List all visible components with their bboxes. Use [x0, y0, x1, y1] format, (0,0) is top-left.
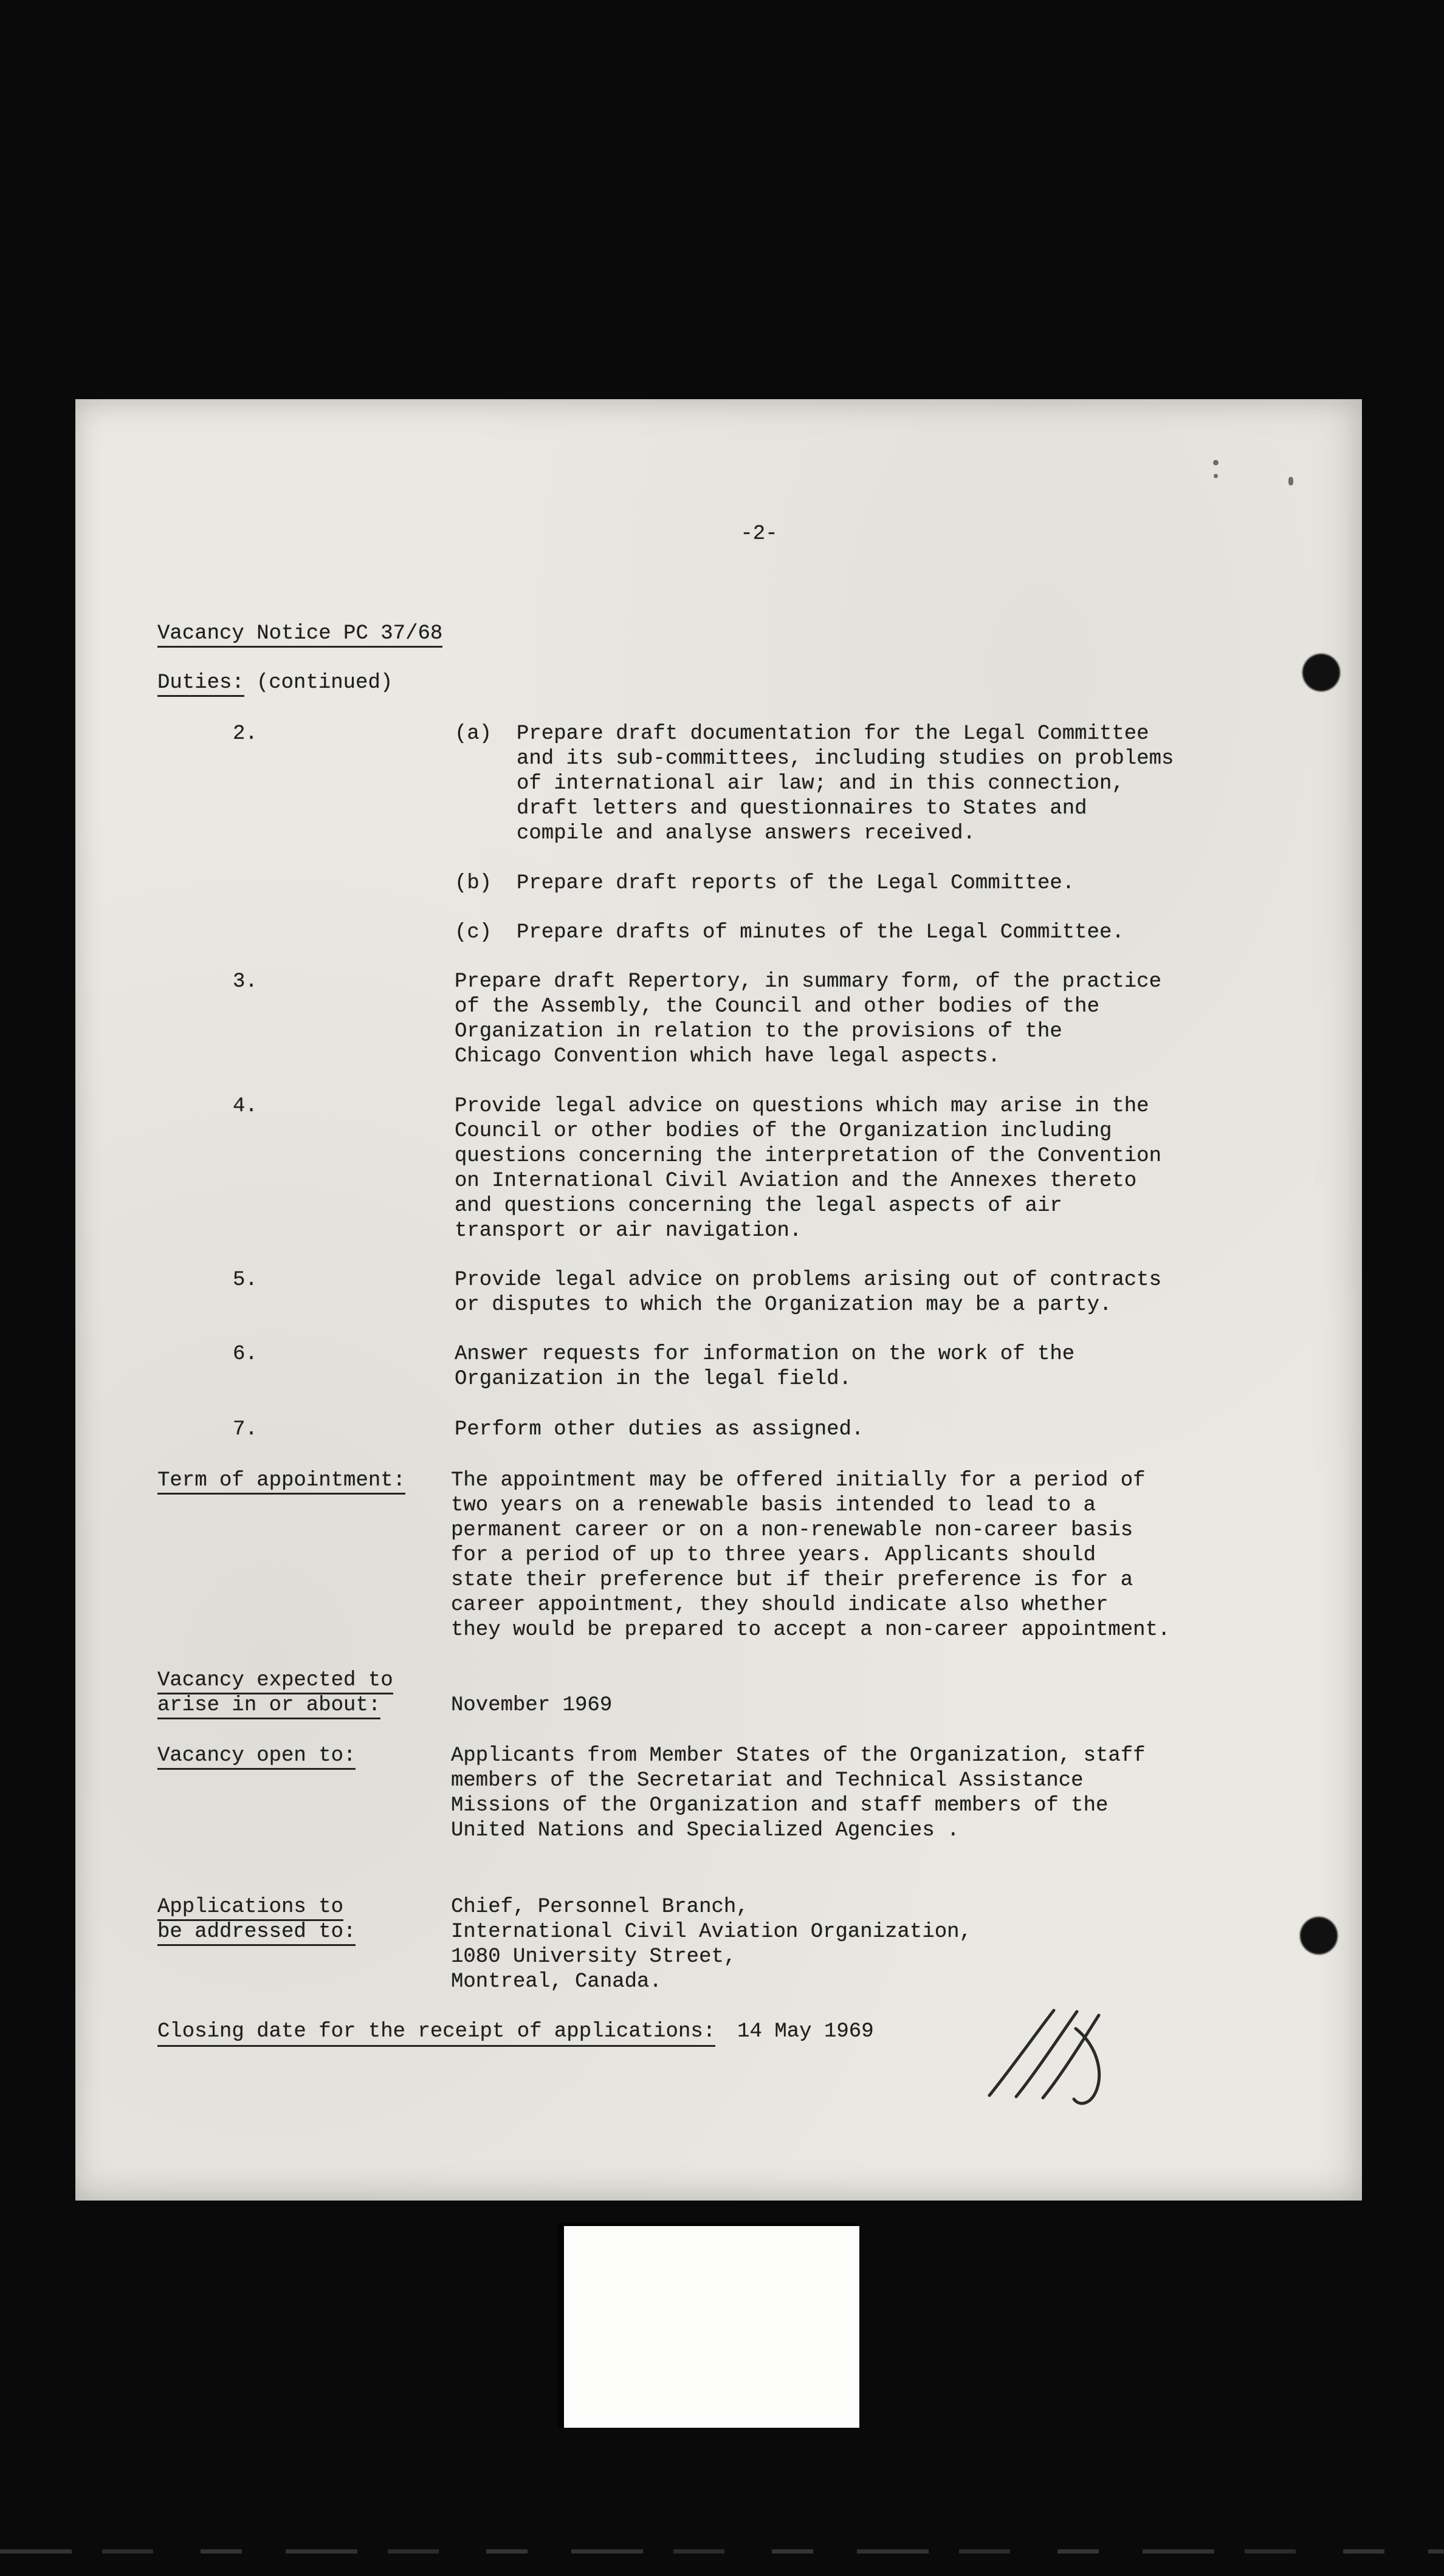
notice-title: Vacancy Notice PC 37/68	[157, 622, 442, 648]
duty-subitem-b	[455, 871, 1264, 896]
applications-label-cell	[157, 1895, 451, 1945]
duties-continued-label: (continued)	[256, 671, 393, 694]
applications-row	[157, 1895, 1264, 1995]
vacancy-open-label: Vacancy open to:	[157, 1744, 356, 1770]
vacancy-open-label-cell	[157, 1744, 451, 1769]
term-label: Term of appointment:	[157, 1469, 405, 1495]
scan-speck	[1213, 460, 1219, 465]
duty-item-4	[157, 1094, 1264, 1244]
duty-item-6	[157, 1342, 1264, 1392]
duty-text: Provide legal advice on questions which may arise in the Council or other bodies of the Organization including questions concerning the interpretation of the Convention on International Civil Aviation and the Annexes thereto and questions concerning the legal aspects of air transport or air navigation.	[455, 1095, 1161, 1242]
subitem-text: Prepare drafts of minutes of the Legal Committee.	[517, 921, 1124, 944]
duty-subitem-c	[455, 920, 1264, 945]
duty-text: Provide legal advice on problems arising out of contracts or disputes to which the Organization may be a party.	[455, 1269, 1161, 1317]
vacancy-expected-label: Vacancy expected to arise in or about:	[157, 1669, 393, 1719]
subitem-text: Prepare draft documentation for the Legal Committee and its sub-committees, including studies on problems of international air law; and in this connection, draft letters and questionnaires to States and compile and analyse answers received.	[517, 722, 1174, 845]
duty-item-5	[157, 1268, 1264, 1318]
vacancy-open-row	[157, 1744, 1264, 1843]
duty-number: 4.	[233, 1095, 258, 1118]
term-of-appointment-row	[157, 1468, 1264, 1643]
duty-subitem-a	[455, 722, 1264, 846]
subitem-letter: (c)	[455, 921, 492, 944]
signature-icon	[985, 2003, 1130, 2119]
applications-address: Chief, Personnel Branch, International Civil Aviation Organization, 1080 University Street, Montreal, Canada.	[451, 1896, 972, 1993]
signature	[985, 2003, 1130, 2126]
duty-number: 6.	[233, 1343, 258, 1366]
vacancy-expected-value: November 1969	[451, 1694, 613, 1717]
scan-speck	[1288, 477, 1293, 485]
vacancy-expected-label-cell	[157, 1668, 451, 1718]
duty-body	[455, 722, 1264, 945]
term-label-cell	[157, 1468, 451, 1493]
duty-number: 5.	[233, 1269, 258, 1292]
subitem-letter: (a)	[455, 722, 492, 745]
punch-hole-bottom	[1300, 1917, 1338, 1954]
subitem-letter: (b)	[455, 872, 492, 895]
duty-text: Answer requests for information on the work of the Organization in the legal field.	[455, 1343, 1075, 1391]
subitem-text: Prepare draft reports of the Legal Committee.	[517, 872, 1075, 895]
film-edge-marks	[0, 2549, 1444, 2554]
duty-item-7	[157, 1417, 1264, 1442]
duty-number: 2.	[233, 722, 258, 745]
duty-number: 3.	[233, 970, 258, 993]
applications-label: Applications to be addressed to:	[157, 1896, 356, 1946]
duty-item-3	[157, 970, 1264, 1069]
page-number: -2-	[740, 522, 778, 546]
document-page	[75, 399, 1362, 2201]
duty-text: Perform other duties as assigned.	[455, 1418, 864, 1441]
duty-item-2	[157, 722, 1264, 945]
punch-hole-top	[1302, 654, 1340, 691]
duty-text: Prepare draft Repertory, in summary form, of the practice of the Assembly, the Council and other bodies of the Organization in relation to the provisions of the Chicago Convention which have legal aspects.	[455, 970, 1161, 1068]
closing-date-label: Closing date for the receipt of applications:	[157, 2019, 715, 2047]
term-text: The appointment may be offered initially for a period of two years on a renewable basis intended to lead to a permanent career or on a non-renewable non-career basis for a period of up to three years. Applicants should state their preference but if their preference is for a career appointment, they should indicate also whether they would be prepared to accept a non-career appointment.	[451, 1469, 1171, 1642]
duties-label: Duties:	[157, 671, 244, 697]
duties-heading	[157, 671, 1264, 696]
vacancy-expected-row	[157, 1668, 1264, 1718]
closing-date-value: 14 May 1969	[737, 2020, 874, 2043]
duty-number: 7.	[233, 1418, 258, 1441]
film-label-card	[558, 2223, 859, 2428]
vacancy-open-text: Applicants from Member States of the Organization, staff members of the Secretariat and Technical Assistance Missions of the Organization and staff members of the United Nations and Specialized Agencies .	[451, 1744, 1146, 1842]
notice-title-row	[157, 622, 1264, 646]
